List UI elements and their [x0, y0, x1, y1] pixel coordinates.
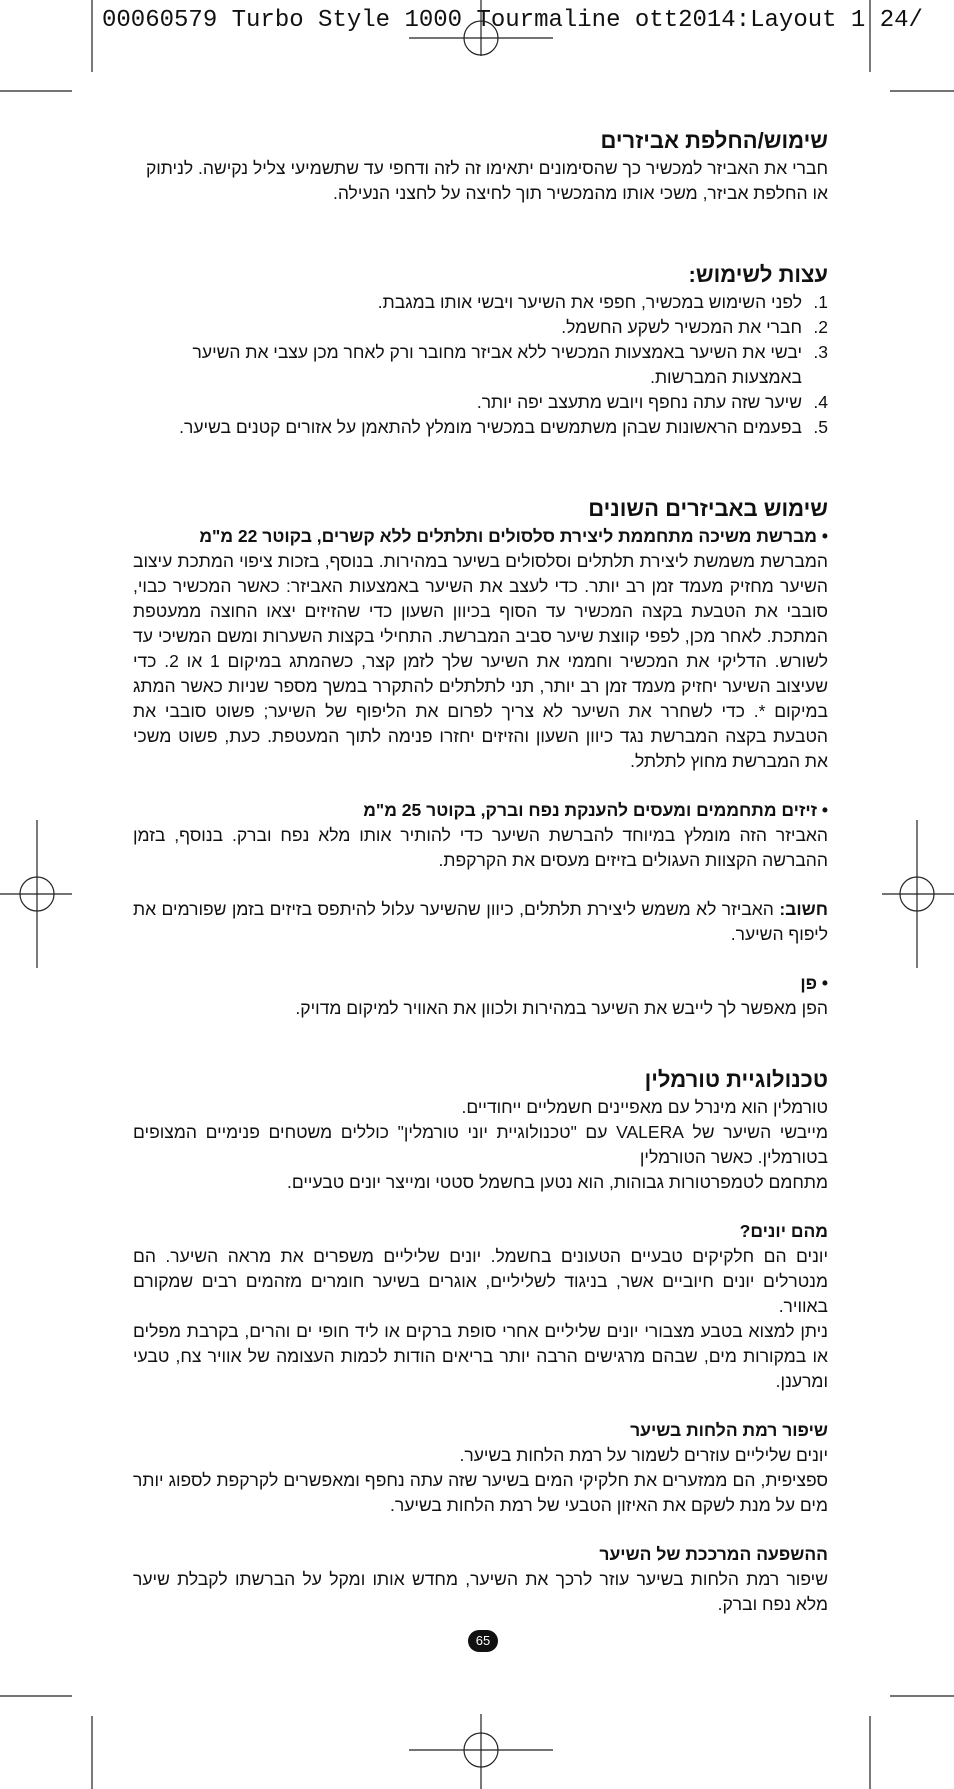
section-tips: [133, 260, 828, 440]
section-conditioning: [133, 1542, 828, 1617]
registration-mark-left: [0, 820, 72, 968]
subsection-title: מהם יונים?: [739, 1221, 828, 1241]
brush-heading: • מברשת משיכה מתחממת ליצירת סלסולים ותלתלים ללא קשרים, בקוטר 22 מ"מ: [199, 526, 828, 546]
tourmaline-line: מתחמם לטמפרטורות גבוהות, הוא נטען בחשמל סטטי ומייצר יונים טבעיים.: [286, 1172, 828, 1192]
section-ions: [133, 1219, 828, 1394]
section-title: עצות לשימוש:: [688, 262, 828, 287]
section-title: טכנולוגיית טורמלין: [644, 1067, 828, 1092]
list-item: 3. יבשי את השיער באמצעות המכשיר ללא אביזר מחובר ורק לאחר מכן עצבי את השיער באמצעות המברשות.: [192, 342, 828, 387]
section-various-accessories: [133, 494, 828, 1021]
page-number: 65: [468, 1630, 498, 1652]
brush-text: המברשת משמשת ליצירת תלתלים וסלסולים בשיער במהירות. בנוסף, בזכות ציפוי המתכת עיצוב השיער מחזיק מעמד זמן רב יותר. כדי לעצב את השיער באמצעות האביזר: כאשר המכשיר כבוי, סובבי את הטבעת בקצה המכשיר עד הסוף בכיוון השעון כדי שהזיזים יצאו החוצה ממעטפת המתכת. לאחר מכן, לפפי קווצת שיער סביב המברשת. התחילי בקצות השערות ומשם המשיכי עד לשורש. הדליקי את המכשיר וחממי את השיער שלך לזמן קצר, כשהמתג במיקום 1 או 2. כדי שעיצוב השיער יחזיק מעמד זמן רב יותר, תני לתלתלים להתקרר במשך מספר שניות כאשר המתג במיקום *. כדי לשחרר את השיער לא צריך לפרום את הליפוף של השיער; פשוט סובבי את הטבעת בקצה המברשת נגד כיוון השעון והזיזים יחזרו פנימה לתוך המעטפת. כעת, פשוט משכי את המברשת מחוץ לתלתל.: [133, 551, 829, 771]
section-title: שימוש באביזרים השונים: [588, 496, 828, 521]
tips-list: [133, 290, 828, 440]
subsection-title: שיפור רמת הלחות בשיער: [630, 1420, 828, 1440]
list-item: 2. חברי את המכשיר לשקע החשמל.: [561, 317, 828, 337]
registration-mark-right: [882, 820, 954, 968]
important-text: האביזר לא משמש ליצירת תלתלים, כיוון שהשיער עלול להיתפס בזיזים בזמן שפורמים את ליפוף השיער.: [133, 899, 828, 944]
ions-paragraph: ניתן למצוא בטבע מצבורי יונים שליליים אחרי סופת ברקים או ליד חופי ים והרים, בקרבת מפלים או במקורות מים, שבהם מרגישים הרבה יותר בריאים הודות לכמות העצומה של אוויר צח, טבעי ומרענן.: [133, 1321, 828, 1391]
tourmaline-line: מייבשי השיער של VALERA עם "טכנולוגיית יוני טורמלין" כוללים משטחים פנימיים המצופים בטורמלין. כאשר הטורמלין: [133, 1122, 829, 1167]
section-tourmaline: [133, 1065, 828, 1195]
nozzle-text: הפן מאפשר לך לייבש את השיער במהירות ולכוון את האוויר למיקום מדויק.: [295, 998, 828, 1018]
ions-paragraph: יונים הם חלקיקים טבעיים הטעונים בחשמל. יונים שליליים משפרים את מראה השיער. הם מנטרלים יונים חיוביים אשר, בניגוד לשליליים, אוגרים בשיער חומרים מזהמים רבים שמקורם באוויר.: [133, 1246, 828, 1316]
section-title: שימוש/החלפת אביזרים: [600, 128, 828, 153]
list-item: 4. שיער שזה עתה נחפף ויובש מתעצב יפה יותר.: [476, 392, 828, 412]
list-item: 5. בפעמים הראשונות שבהן משתמשים במכשיר מומלץ להתאמן על אזורים קטנים בשיער.: [179, 417, 828, 437]
subsection-title: ההשפעה המרככת של השיער: [599, 1544, 828, 1564]
section-moisture: [133, 1418, 828, 1518]
moisture-line: ספציפית, הם ממזערים את חלקיקי המים בשיער שזה עתה נחפף ומאפשרים לקרקפת לספוג יותר מים על מנת לשקם את האיזון הטבעי של רמת הלחות בשיער.: [133, 1470, 828, 1515]
bristles-heading: • זיזים מתחממים ומעסים להענקת נפח וברק, בקוטר 25 מ"מ: [363, 800, 828, 820]
moisture-line: יונים שליליים עוזרים לשמור על רמת הלחות בשיער.: [459, 1445, 828, 1465]
registration-mark-bottom: [409, 1714, 553, 1789]
nozzle-heading: • פן: [800, 973, 828, 993]
section-accessories: [133, 126, 828, 206]
section-text: חברי את האביזר למכשיר כך שהסימונים יתאימו זה לזה ודחפי עד שתשמיעי צליל נקישה. לניתוק או החלפת אביזר, משכי אותו מהמכשיר תוך לחיצה על לחצני הנעילה.: [145, 158, 828, 203]
print-slug-line: 00060579 Turbo Style 1000 Tourmaline ott2014:Layout 1 24/: [102, 7, 923, 34]
manual-page-content: [133, 126, 828, 1617]
tourmaline-line: טורמלין הוא מינרל עם מאפיינים חשמליים ייחודיים.: [461, 1097, 828, 1117]
conditioning-text: שיפור רמת הלחות בשיער עוזר לרכך את השיער, מחדש אותו ומקל על הברשתו לקבלת שיער מלא נפח וברק.: [133, 1569, 828, 1614]
list-item: 1. לפני השימוש במכשיר, חפפי את השיער ויבשי אותו במגבת.: [377, 292, 828, 312]
bristles-text: האביזר הזה מומלץ במיוחד להברשת השיער כדי להותיר אותו מלא נפח וברק. בנוסף, בזמן ההברשה הקצוות העגולים בזיזים מעסים את הקרקפת.: [133, 825, 828, 870]
important-label: חשוב:: [779, 899, 828, 919]
important-note: [133, 897, 828, 947]
